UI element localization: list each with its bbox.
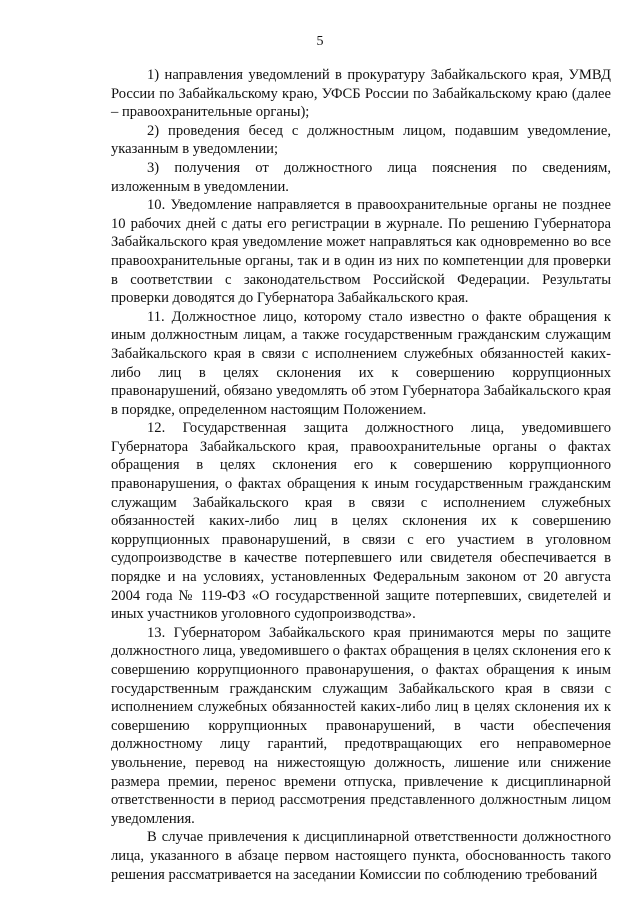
paragraph-clause-11: 11. Должностное лицо, которому стало известно о факте обращения к иным должностным лицам, а также государственным гражданским служащим Забайкальского края в связи с исполнением служебных обязанностей каких-либо лиц в целях склонения их к совершению коррупционных правонарушений, обязано уведомлять об этом Губернатора Забайкальского края в порядке, определенном настоящим Положением. <box>111 308 611 418</box>
paragraph-clause-12: 12. Государственная защита должностного лица, уведомившего Губернатора Забайкальского края, правоохранительные органы о фактах обращения в целях склонения его к совершению коррупционного правонарушения, о фактах обращения к иным государственным гражданским служащим Забайкальского края в связи с исполнением служебных обязанностей каких-либо лиц в целях склонения их к совершению коррупционных правонарушений, в связи с его участием в уголовном судопроизводстве в качестве потерпевшего или свидетеля обеспечивается в порядке и на условиях, установленных Федеральным законом от 20 августа 2004 года № 119-ФЗ «О государственной защите потерпевших, свидетелей и иных участников уголовного судопроизводства». <box>111 420 611 623</box>
document-body <box>111 66 611 884</box>
paragraph-disciplinary: В случае привлечения к дисциплинарной ответственности должностного лица, указанного в абзаце первом настоящего пункта, обоснованность такого решения рассматривается на заседании Комиссии по соблюдению требований <box>111 829 611 883</box>
paragraph-item-1: 1) направления уведомлений в прокуратуру Забайкальского края, УМВД России по Забайкальскому краю, УФСБ России по Забайкальскому краю (далее – правоохранительные органы); <box>111 67 611 121</box>
paragraph-clause-10: 10. Уведомление направляется в правоохранительные органы не позднее 10 рабочих дней с даты его регистрации в журнале. По решению Губернатора Забайкальского края уведомление может направляться как одновременно во все правоохранительные органы, так и в один из них по компетенции для проверки в соответствии с законодательством Российской Федерации. Результаты проверки доводятся до Губернатора Забайкальского края. <box>111 197 611 307</box>
paragraph-item-2: 2) проведения бесед с должностным лицом, подавшим уведомление, указанным в уведомлении; <box>111 122 611 158</box>
paragraph-clause-13: 13. Губернатором Забайкальского края принимаются меры по защите должностного лица, уведомившего о фактах обращения в целях склонения его к совершению коррупционного правонарушения, о фактах обращения к иным государственным гражданским служащим Забайкальского края в связи с исполнением служебных обязанностей каких-либо лиц в целях склонения их к совершению коррупционных правонарушений, в части обеспечения должностному лицу гарантий, предотвращающих его неправомерное увольнение, перевод на нижестоящую должность, лишение или снижение размера премии, перенос времени отпуска, привлечение к дисциплинарной ответственности в период рассмотрения представленного должностным лицом уведомления. <box>111 624 611 827</box>
page-number: 5 <box>316 34 324 49</box>
paragraph-item-3: 3) получения от должностного лица пояснения по сведениям, изложенным в уведомлении. <box>111 159 611 195</box>
